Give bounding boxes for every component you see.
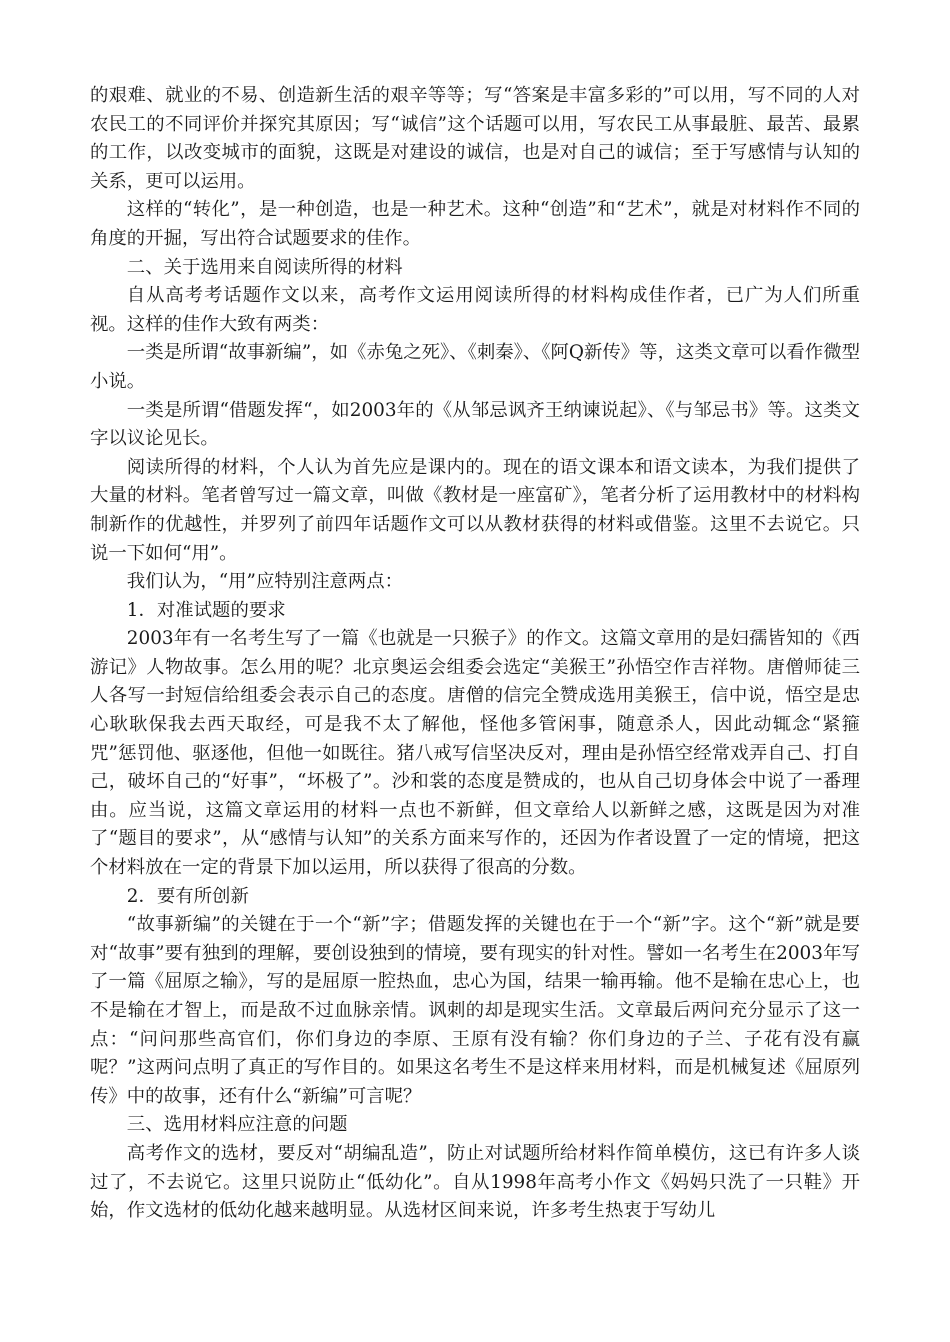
paragraph-1: 的艰难、就业的不易、创造新生活的艰辛等等；写“答案是丰富多彩的”可以用，写不同的人对农民工的不同评价并探究其原因；写“诚信”这个话题可以用，写农民工从事最脏、最苦、最累的工作，以改变城市的面貌，这既是对建设的诚信，也是对自己的诚信；至于写感情与认知的关系，更可以运用。	[90, 85, 860, 192]
section-heading-3: 三、选用材料应注意的问题	[126, 1114, 348, 1136]
paragraph-14: 高考作文的选材，要反对“胡编乱造”，防止对试题所给材料作简单模仿，这已有许多人谈过了，不去说它。这里只说防止“低幼化”。自从1998年高考小作文《妈妈只洗了一只鞋》开始，作文选材的低幼化越来越明显。从选材区间来说，许多考生热衷于写幼儿	[90, 1142, 860, 1222]
paragraph-8: 我们认为，“用”应特别注意两点：	[126, 571, 404, 593]
paragraph-4: 自从高考考话题作文以来，高考作文运用阅读所得的材料构成佳作者，已广为人们所重视。这样的佳作大致有两类：	[90, 285, 860, 335]
paragraph-10: 2003年有一名考生写了一篇《也就是一只猴子》的作文。这篇文章用的是妇孺皆知的《西游记》人物故事。怎么用的呢？北京奥运会组委会选定“美猴王”孙悟空作吉祥物。唐僧师徒三人各写一封短信给组委会表示自己的态度。唐僧的信完全赞成选用美猴王，信中说，悟空是忠心耿耿保我去西天取经，可是我不太了解他，怪他多管闲事，随意杀人，因此动辄念“紧箍咒”惩罚他、驱逐他，但他一如既往。猪八戒写信坚决反对，理由是孙悟空经常戏弄自己、打自己，破坏自己的“好事”，“坏极了”。沙和裳的态度是赞成的，也从自己切身体会中说了一番理由。应当说，这篇文章运用的材料一点也不新鲜，但文章给人以新鲜之感，这既是因为对准了“题目的要求”，从“感情与认知”的关系方面来写作的，还因为作者设置了一定的情境，把这个材料放在一定的背景下加以运用，所以获得了很高的分数。	[90, 628, 860, 879]
section-heading-2: 二、关于选用来自阅读所得的材料	[126, 256, 403, 278]
subheading-1: 1．对准试题的要求	[126, 599, 286, 621]
paragraph-5: 一类是所谓“故事新编”，如《赤兔之死》、《刺秦》、《阿Q新传》等，这类文章可以看作微型小说。	[90, 342, 860, 392]
paragraph-7: 阅读所得的材料，个人认为首先应是课内的。现在的语文课本和语文读本，为我们提供了大量的材料。笔者曾写过一篇文章，叫做《教材是一座富矿》，笔者分析了运用教材中的材料构制新作的优越性，并罗列了前四年话题作文可以从教材获得的材料或借鉴。这里不去说它。只说一下如何“用”。	[90, 456, 860, 564]
paragraph-2: 这样的“转化”，是一种创造，也是一种艺术。这种“创造”和“艺术”，就是对材料作不同的角度的开掘，写出符合试题要求的佳作。	[90, 199, 860, 249]
subheading-2: 2．要有所创新	[126, 885, 249, 907]
paragraph-12: “故事新编”的关键在于一个“新”字；借题发挥的关键也在于一个“新”字。这个“新”就是要对“故事”要有独到的理解，要创设独到的情境，要有现实的针对性。譬如一名考生在2003年写了一篇《屈原之输》，写的是屈原一腔热血，忠心为国，结果一输再输。他不是输在忠心上，也不是输在才智上，而是敌不过血脉亲情。讽刺的却是现实生活。文章最后两问充分显示了这一点：“问问那些高官们，你们身边的李原、王原有没有输？你们身边的子兰、子花有没有赢呢？”这两问点明了真正的写作目的。如果这名考生不是这样来用材料，而是机械复述《屈原列传》中的故事，还有什么“新编”可言呢？	[90, 914, 860, 1107]
paragraph-6: 一类是所谓“借题发挥“，如2003年的《从邹忌讽齐王纳谏说起》、《与邹忌书》等。这类文字以议论见长。	[90, 399, 860, 450]
document-page	[90, 82, 860, 1226]
